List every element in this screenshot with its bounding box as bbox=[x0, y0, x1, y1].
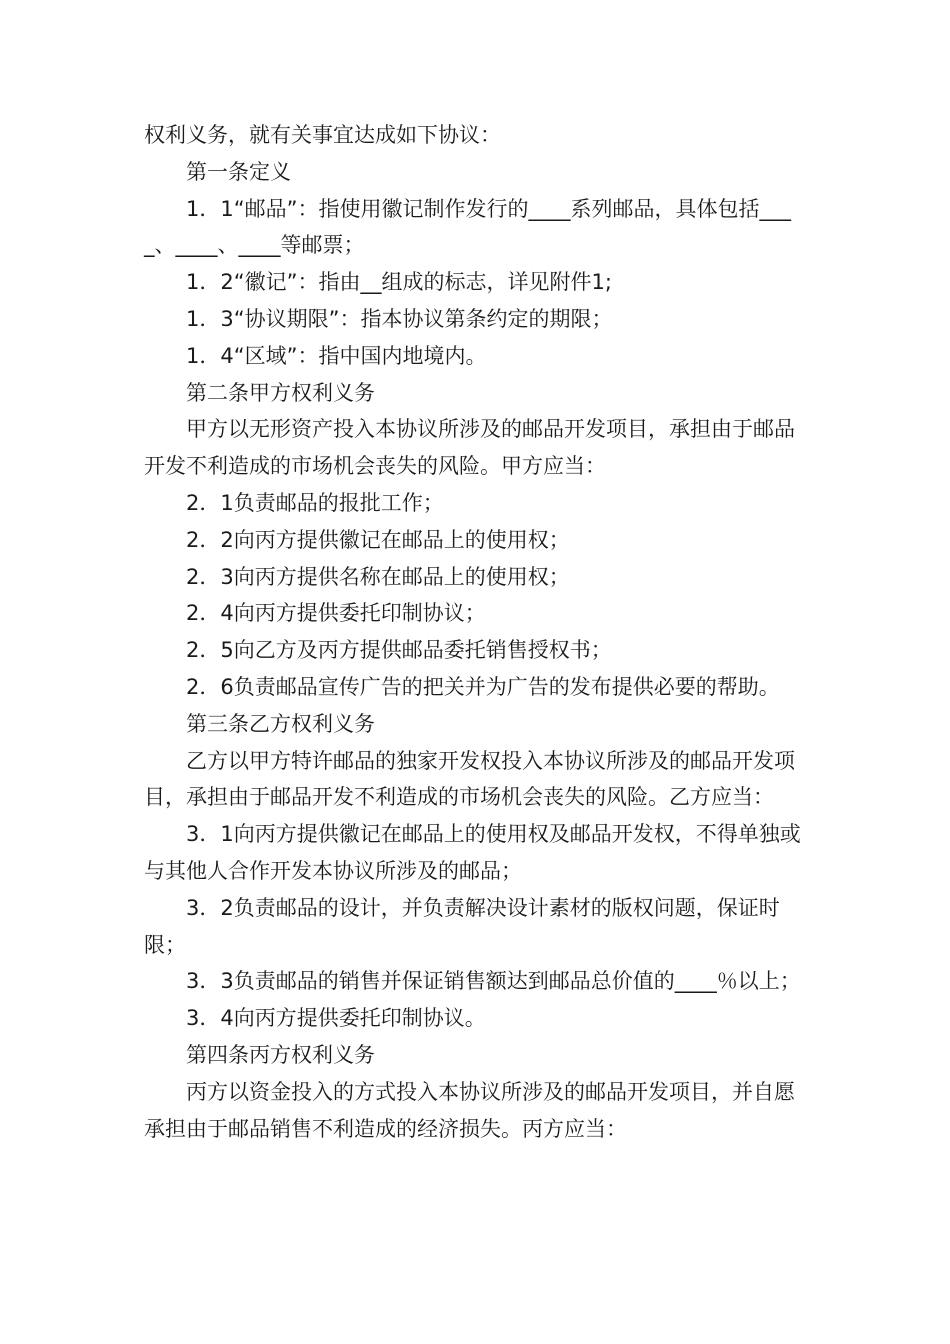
paragraph: 1．4“区域”：指中国内地境内。 bbox=[186, 343, 487, 368]
section-heading: 第三条乙方权利义务 bbox=[186, 711, 375, 736]
paragraph: 权利义务，就有关事宜达成如下协议： bbox=[144, 123, 501, 147]
section-heading: 第一条定义 bbox=[186, 159, 291, 184]
paragraph: 2．2向丙方提供徽记在邮品上的使用权； bbox=[186, 527, 570, 552]
paragraph: 1．2“徽记”：指由__组成的标志，详见附件1; bbox=[186, 270, 612, 295]
paragraph: 2．1负责邮品的报批工作； bbox=[186, 490, 444, 515]
paragraph: 2．5向乙方及丙方提供邮品委托销售授权书； bbox=[186, 638, 612, 663]
section-heading: 第二条甲方权利义务 bbox=[186, 380, 375, 405]
paragraph: 2．6负责邮品宣传广告的把关并为广告的发布提供必要的帮助。 bbox=[186, 674, 780, 699]
paragraph: 1．1“邮品”：指使用徽记制作发行的____系列邮品，具体包括____、____、____等邮票； bbox=[144, 196, 791, 258]
paragraph: 3．1向丙方提供徽记在邮品上的使用权及邮品开发权，不得单独或与其他人合作开发本协议所涉及的邮品； bbox=[144, 822, 801, 883]
paragraph: 1．3“协议期限”：指本协议第条约定的期限； bbox=[186, 306, 613, 331]
paragraph: 3．4向丙方提供委托印制协议。 bbox=[186, 1006, 486, 1031]
document-body bbox=[144, 117, 808, 1147]
section-heading: 第四条丙方权利义务 bbox=[186, 1042, 375, 1067]
paragraph: 甲方以无形资产投入本协议所涉及的邮品开发项目，承担由于邮品开发不利造成的市场机会丧失的风险。甲方应当： bbox=[144, 417, 795, 479]
paragraph: 3．3负责邮品的销售并保证销售额达到邮品总价值的____％以上； bbox=[186, 969, 801, 994]
paragraph: 乙方以甲方特许邮品的独家开发权投入本协议所涉及的邮品开发项目，承担由于邮品开发不利造成的市场机会丧失的风险。乙方应当： bbox=[144, 748, 795, 810]
paragraph: 丙方以资金投入的方式投入本协议所涉及的邮品开发项目，并自愿承担由于邮品销售不利造成的经济损失。丙方应当： bbox=[144, 1079, 795, 1141]
paragraph: 2．4向丙方提供委托印制协议； bbox=[186, 601, 486, 626]
paragraph: 3．2负责邮品的设计，并负责解决设计素材的版权问题，保证时限； bbox=[144, 895, 780, 957]
paragraph: 2．3向丙方提供名称在邮品上的使用权； bbox=[186, 564, 570, 589]
